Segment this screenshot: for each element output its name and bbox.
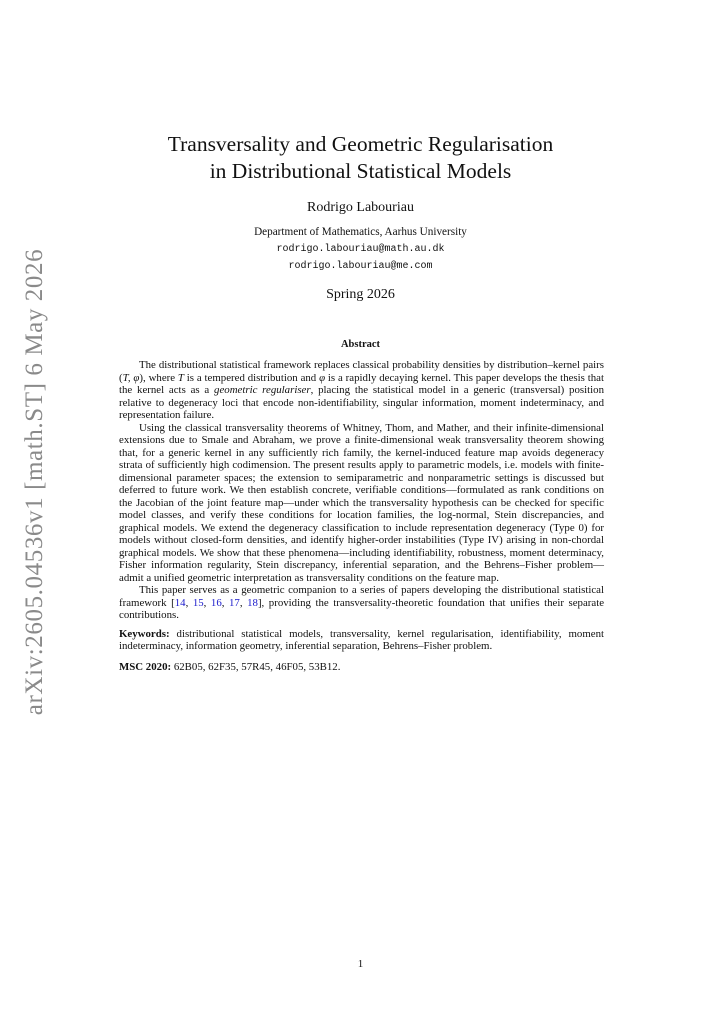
title-line-1: Transversality and Geometric Regularisation bbox=[167, 132, 554, 156]
email-secondary[interactable]: rodrigo.labouriau@me.com bbox=[288, 261, 433, 272]
msc-label: MSC 2020: bbox=[119, 660, 172, 673]
emphasis-geometric-regulariser: geometric regulariser bbox=[214, 384, 311, 396]
keywords bbox=[119, 628, 604, 653]
abstract-heading: Abstract bbox=[340, 339, 381, 350]
publication-date: Spring 2026 bbox=[326, 287, 395, 302]
email-primary[interactable]: rodrigo.labouriau@math.au.dk bbox=[276, 244, 445, 255]
arxiv-identifier: arXiv:2605.04536v1 [math.ST] 6 May 2026 bbox=[21, 248, 48, 716]
citation-link[interactable]: 17 bbox=[229, 596, 240, 609]
citation-link[interactable]: 15 bbox=[192, 596, 204, 609]
affiliation: Department of Mathematics, Aarhus University bbox=[254, 226, 467, 238]
citation-link[interactable]: 18 bbox=[247, 596, 258, 609]
paper-title bbox=[0, 131, 721, 185]
keywords-text: distributional statistical models, transversality, kernel regularisation, identifiability, moment indeterminacy, information geometry, inferential separation, Behrens–Fisher problem. bbox=[119, 627, 605, 652]
title-line-2: in Distributional Statistical Models bbox=[209, 159, 512, 183]
abstract-paragraph-3: This paper serves as a geometric companion to a series of papers developing the distributional statistical framework [14, 15, 16, 17, 18], providing the transversality-theoretic foundation that unifies their separate contributions. bbox=[119, 584, 605, 621]
math-pair: T, φ bbox=[122, 371, 140, 384]
math-phi: φ bbox=[319, 371, 326, 384]
author-name: Rodrigo Labouriau bbox=[307, 200, 414, 215]
msc-classification bbox=[119, 661, 604, 674]
page-number: 1 bbox=[357, 958, 364, 970]
math-T: T bbox=[177, 371, 184, 384]
abstract-paragraph-2: Using the classical transversality theorems of Whitney, Thom, and Mather, and their infinite-dimensional extensions due to Smale and Abraham, we prove a finite-dimensional weak transversality theorem showing that, for a generic kernel in any sufficiently rich family, the kernel-induced feature map avoids degeneracy strata of sufficiently high codimension. The present results apply to parametric models, i.e. models with finite-dimensional parameter spaces; the extension to semiparametric and nonparametric settings is discussed but deferred to future work. We then establish concrete, verifiable conditions—formulated as rank conditions on the Jacobian of the joint feature map—under which the transversality hypothesis can be checked for specific model classes, and verify these conditions for location families, the log-normal, Stein discrepancies, and graphical models. We extend the degeneracy classification to include representation degeneracy (Type 0) for models without closed-form densities, and identify higher-order instabilities (Type IV) arising in non-chordal graphical models. We show that these phenomena—including identifiability, robustness, moment determinacy, Fisher information regularity, Stein discrepancy, inferential separation, and the Behrens–Fisher problem—admit a unified geometric interpretation as transversality conditions on the feature map. bbox=[119, 421, 604, 584]
abstract-paragraph-1: The distributional statistical framework replaces classical probability densities by distribution–kernel pairs (T, φ), where T is a tempered distribution and φ is a rapidly decaying kernel. This paper develops the thesis that the kernel acts as a geometric regulariser, placing the statistical model in a generic (transversal) position relative to degeneracy loci that encode non-identifiability, singular information, moment indeterminacy, and representation failure. bbox=[119, 359, 604, 421]
citation-link[interactable]: 16 bbox=[210, 596, 222, 609]
abstract-body bbox=[119, 359, 604, 673]
keywords-label: Keywords: bbox=[119, 627, 170, 640]
msc-text: 62B05, 62F35, 57R45, 46F05, 53B12. bbox=[173, 660, 341, 673]
citation-link[interactable]: 14 bbox=[174, 596, 186, 609]
